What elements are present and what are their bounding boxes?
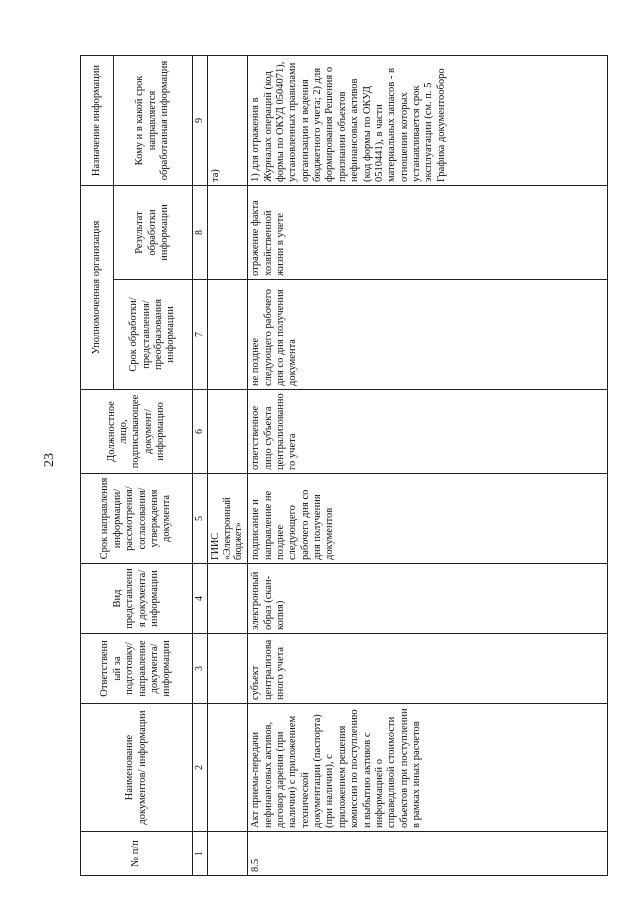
- header-col-3: Ответственный за подготовку/ направление документа/ информации: [81, 634, 193, 704]
- giis-cell-empty: [207, 704, 247, 832]
- giis-cell-empty: [207, 634, 247, 704]
- giis-row: [207, 56, 247, 876]
- header-col-6: Должностное лицо, подписывающее документ/ информацию: [81, 390, 193, 474]
- document-name: Акт приема-передачи нефинансовых активов, договор дарения (при наличии) с приложением технической документации (паспорта) (при наличии), с приложением решения комиссии по поступлению и выбытию активов с информацией о справедливой стоимости объектов при поступлении в рамках иных расчетов: [248, 704, 608, 832]
- column-number: 5: [193, 474, 208, 564]
- header-col-9: Кому и в какой срок направляется обработанная информация: [114, 56, 193, 186]
- giis-system-label: ГИИС «Электронный бюджет»: [207, 474, 247, 564]
- row-number: 8.5: [248, 832, 608, 876]
- header-col-1: № п/п: [81, 832, 193, 876]
- column-number: 7: [193, 280, 208, 390]
- column-number: 1: [193, 832, 208, 876]
- processing-term: не позднее следующего рабочего дня со дня получения документа: [248, 280, 608, 390]
- responsible: субъект централизованного учета: [248, 634, 608, 704]
- column-number: 4: [193, 564, 208, 634]
- header-col-4: Вид представления документа/ информации: [81, 564, 193, 634]
- header-col-5: Срок направления информации/ рассмотрения/ согласования/ утверждения документа: [81, 474, 193, 564]
- header-group-upoln: Уполномоченная организация: [81, 186, 114, 390]
- header-col-2: Наименование документов/ информации: [81, 704, 193, 832]
- column-number-row: [193, 56, 208, 876]
- column-number: 9: [193, 56, 208, 186]
- column-number: 3: [193, 634, 208, 704]
- document-table-sheet: [80, 56, 580, 876]
- table-row: [248, 56, 608, 876]
- header-row-1: [81, 56, 114, 876]
- document-flow-table: [80, 55, 608, 876]
- giis-cell-empty: [207, 564, 247, 634]
- signing-official: ответственное лицо субъекта централизованного учета: [248, 390, 608, 474]
- giis-cell-empty: [207, 186, 247, 280]
- presentation-kind: электронный образ (скан-копия): [248, 564, 608, 634]
- giis-cell-empty: [207, 390, 247, 474]
- header-group-naznach: Назначение информации: [81, 56, 114, 186]
- page-number: 23: [42, 453, 57, 467]
- giis-cell-empty: [207, 832, 247, 876]
- column-number: 2: [193, 704, 208, 832]
- submission-term: подписание и направление не позднее следующего рабочего дня со дня получения документов: [248, 474, 608, 564]
- column-number: 6: [193, 390, 208, 474]
- giis-cell-empty: [207, 280, 247, 390]
- header-col-7: Срок обработки/ представления/ преобразования информации: [114, 280, 193, 390]
- destination: 1) для отражения в Журналах операций (код формы по ОКУД 0504071), установленных правилами организации и ведения бюджетного учета; 2) для формирования Решения о признании объектов нефинансовых активов (код формы по ОКУД 0510441), в части материальных запасов - в отношении которых устанавливается срок эксплуатации (см. п. 5 Графика документооборо: [248, 56, 608, 186]
- column-number: 8: [193, 186, 208, 280]
- processing-result: отражение факта хозяйственной жизни в учете: [248, 186, 608, 280]
- giis-continuation-text: та): [207, 56, 247, 186]
- header-col-8: Результат обработки информации: [114, 186, 193, 280]
